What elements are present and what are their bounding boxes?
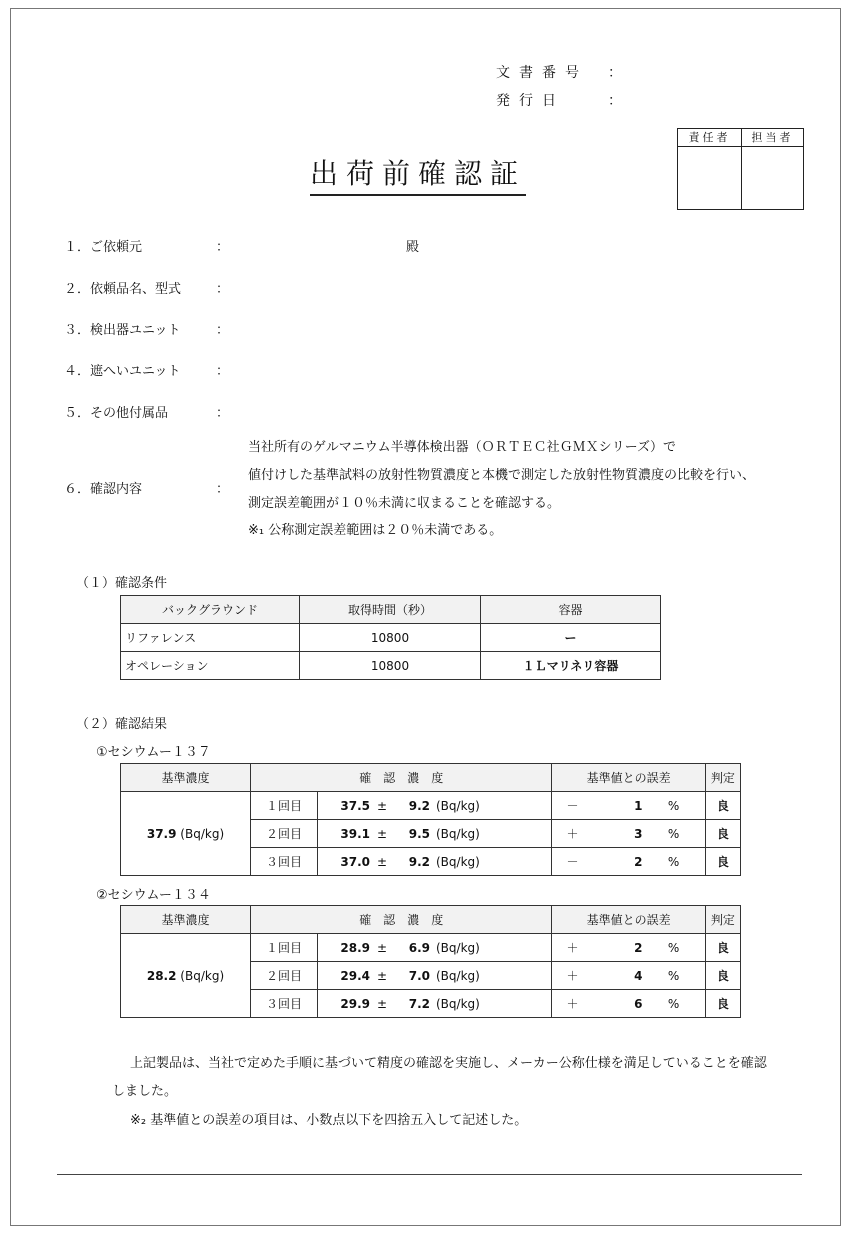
confirm-text-line-1: 当社所有のゲルマニウム半導体検出器（ＯＲＴＥＣ社ＧＭＸシリーズ）で: [248, 440, 676, 455]
item-label-4: ４．遮へいユニット: [64, 364, 181, 379]
measured-value: 37.5: [318, 792, 371, 820]
approval-stamp-box: [677, 128, 804, 210]
conditions-header-row: [121, 596, 661, 624]
judgement: 良: [705, 934, 740, 962]
run-label: ２回目: [251, 962, 318, 990]
difference-percent: %: [642, 990, 705, 1018]
reference-value: 28.2: [146, 968, 177, 983]
results-row: [121, 792, 741, 820]
page-title: 出荷前確認証: [310, 152, 526, 196]
issue-date-label: 発行日: [496, 93, 565, 109]
plus-minus: ±: [370, 792, 394, 820]
doc-number-colon: ：: [608, 65, 622, 81]
measured-value: 29.4: [318, 962, 371, 990]
difference-value: 1: [592, 792, 642, 820]
plus-minus: ±: [370, 934, 394, 962]
measured-unit: (Bq/kg): [430, 820, 552, 848]
item-value-1: 殿: [406, 240, 420, 255]
difference-value: 4: [592, 962, 642, 990]
nuclide-name-cs134: ②セシウムー１３４: [96, 888, 211, 903]
reference-unit: (Bq/kg): [180, 826, 225, 841]
conditions-cell: オペレーション: [121, 652, 300, 680]
conditions-cell: 10800: [300, 652, 481, 680]
item-label-3: ３．検出器ユニット: [64, 323, 181, 338]
measured-unit: (Bq/kg): [430, 848, 552, 876]
reference-value: 37.9: [146, 826, 177, 841]
confirm-text-line-3: 測定誤差範囲が１０％未満に収まることを確認する。: [248, 496, 561, 511]
difference-sign: －: [552, 792, 593, 820]
difference-sign: ＋: [552, 962, 593, 990]
run-label: １回目: [251, 934, 318, 962]
results-header-reference: 基準濃度: [121, 764, 251, 792]
measured-unit: (Bq/kg): [430, 792, 552, 820]
item-colon-2: ：: [216, 282, 230, 297]
results-table-cs137: [120, 763, 741, 876]
conditions-cell: リファレンス: [121, 624, 300, 652]
closing-line-1: 上記製品は、当社で定めた手順に基づいて精度の確認を実施し、メーカー公称仕様を満足していることを確認: [130, 1056, 767, 1071]
item-label-5: ５．その他付属品: [64, 406, 169, 421]
results-header-reference: 基準濃度: [121, 906, 251, 934]
footer-divider: [57, 1174, 802, 1175]
reference-unit: (Bq/kg): [180, 968, 225, 983]
confirm-text-note: ※₁ 公称測定誤差範囲は２０％未満である。: [248, 523, 503, 538]
reference-value-cell: [121, 934, 251, 1018]
measured-error: 6.9: [394, 934, 430, 962]
difference-sign: ＋: [552, 990, 593, 1018]
run-label: ２回目: [251, 820, 318, 848]
judgement: 良: [705, 990, 740, 1018]
difference-percent: %: [642, 934, 705, 962]
conditions-table: [120, 595, 661, 680]
conditions-heading: （１）確認条件: [76, 576, 168, 591]
item-label-1: １．ご依頼元: [64, 240, 143, 255]
conditions-cell: １Ｌマリネリ容器: [481, 652, 661, 680]
results-row: [121, 934, 741, 962]
conditions-cell: 10800: [300, 624, 481, 652]
difference-percent: %: [642, 962, 705, 990]
results-header-row: [121, 906, 741, 934]
conditions-header-time: 取得時間（秒）: [300, 596, 481, 624]
difference-percent: %: [642, 820, 705, 848]
item-colon-4: ：: [216, 364, 230, 379]
measured-error: 7.2: [394, 990, 430, 1018]
results-table-cs134: [120, 905, 741, 1018]
measured-error: 9.5: [394, 820, 430, 848]
measured-value: 39.1: [318, 820, 371, 848]
results-heading: （２）確認結果: [76, 717, 168, 732]
run-label: １回目: [251, 792, 318, 820]
judgement: 良: [705, 792, 740, 820]
judgement: 良: [705, 848, 740, 876]
results-header-row: [121, 764, 741, 792]
difference-percent: %: [642, 792, 705, 820]
plus-minus: ±: [370, 820, 394, 848]
conditions-header-background: バックグラウンド: [121, 596, 300, 624]
measured-value: 37.0: [318, 848, 371, 876]
plus-minus: ±: [370, 848, 394, 876]
measured-error: 9.2: [394, 792, 430, 820]
results-header-measured: 確 認 濃 度: [251, 906, 552, 934]
difference-sign: ＋: [552, 820, 593, 848]
results-header-difference: 基準値との誤差: [552, 764, 705, 792]
judgement: 良: [705, 962, 740, 990]
judgement: 良: [705, 820, 740, 848]
results-header-judgement: 判定: [705, 906, 740, 934]
difference-value: 2: [592, 934, 642, 962]
results-header-measured: 確 認 濃 度: [251, 764, 552, 792]
difference-value: 3: [592, 820, 642, 848]
measured-value: 28.9: [318, 934, 371, 962]
item-colon-3: ：: [216, 323, 230, 338]
item-colon-1: ：: [216, 240, 230, 255]
measured-value: 29.9: [318, 990, 371, 1018]
closing-note: ※₂ 基準値との誤差の項目は、小数点以下を四捨五入して記述した。: [130, 1113, 528, 1128]
confirm-text-line-2: 値付けした基準試料の放射性物質濃度と本機で測定した放射性物質濃度の比較を行い、: [248, 468, 756, 483]
measured-unit: (Bq/kg): [430, 934, 552, 962]
item-label-6: ６．確認内容: [64, 482, 143, 497]
closing-line-2: しました。: [112, 1084, 178, 1099]
stamp-person-label: 担当者: [741, 129, 804, 147]
plus-minus: ±: [370, 990, 394, 1018]
issue-date-colon: ：: [608, 93, 622, 109]
nuclide-name-cs137: ①セシウムー１３７: [96, 745, 211, 760]
difference-sign: ＋: [552, 934, 593, 962]
stamp-responsible-label: 責任者: [678, 129, 742, 147]
measured-unit: (Bq/kg): [430, 990, 552, 1018]
difference-value: 2: [592, 848, 642, 876]
doc-number-label: 文書番号: [496, 65, 588, 81]
difference-value: 6: [592, 990, 642, 1018]
plus-minus: ±: [370, 962, 394, 990]
item-colon-5: ：: [216, 406, 230, 421]
results-header-difference: 基準値との誤差: [552, 906, 705, 934]
measured-error: 9.2: [394, 848, 430, 876]
reference-value-cell: [121, 792, 251, 876]
item-colon-6: ：: [216, 482, 230, 497]
difference-sign: －: [552, 848, 593, 876]
conditions-row: [121, 652, 661, 680]
item-label-2: ２．依頼品名、型式: [64, 282, 182, 297]
stamp-divider: [741, 146, 742, 209]
measured-error: 7.0: [394, 962, 430, 990]
run-label: ３回目: [251, 848, 318, 876]
results-header-judgement: 判定: [705, 764, 740, 792]
conditions-row: [121, 624, 661, 652]
conditions-cell: ー: [481, 624, 661, 652]
measured-unit: (Bq/kg): [430, 962, 552, 990]
difference-percent: %: [642, 848, 705, 876]
run-label: ３回目: [251, 990, 318, 1018]
conditions-header-container: 容器: [481, 596, 661, 624]
